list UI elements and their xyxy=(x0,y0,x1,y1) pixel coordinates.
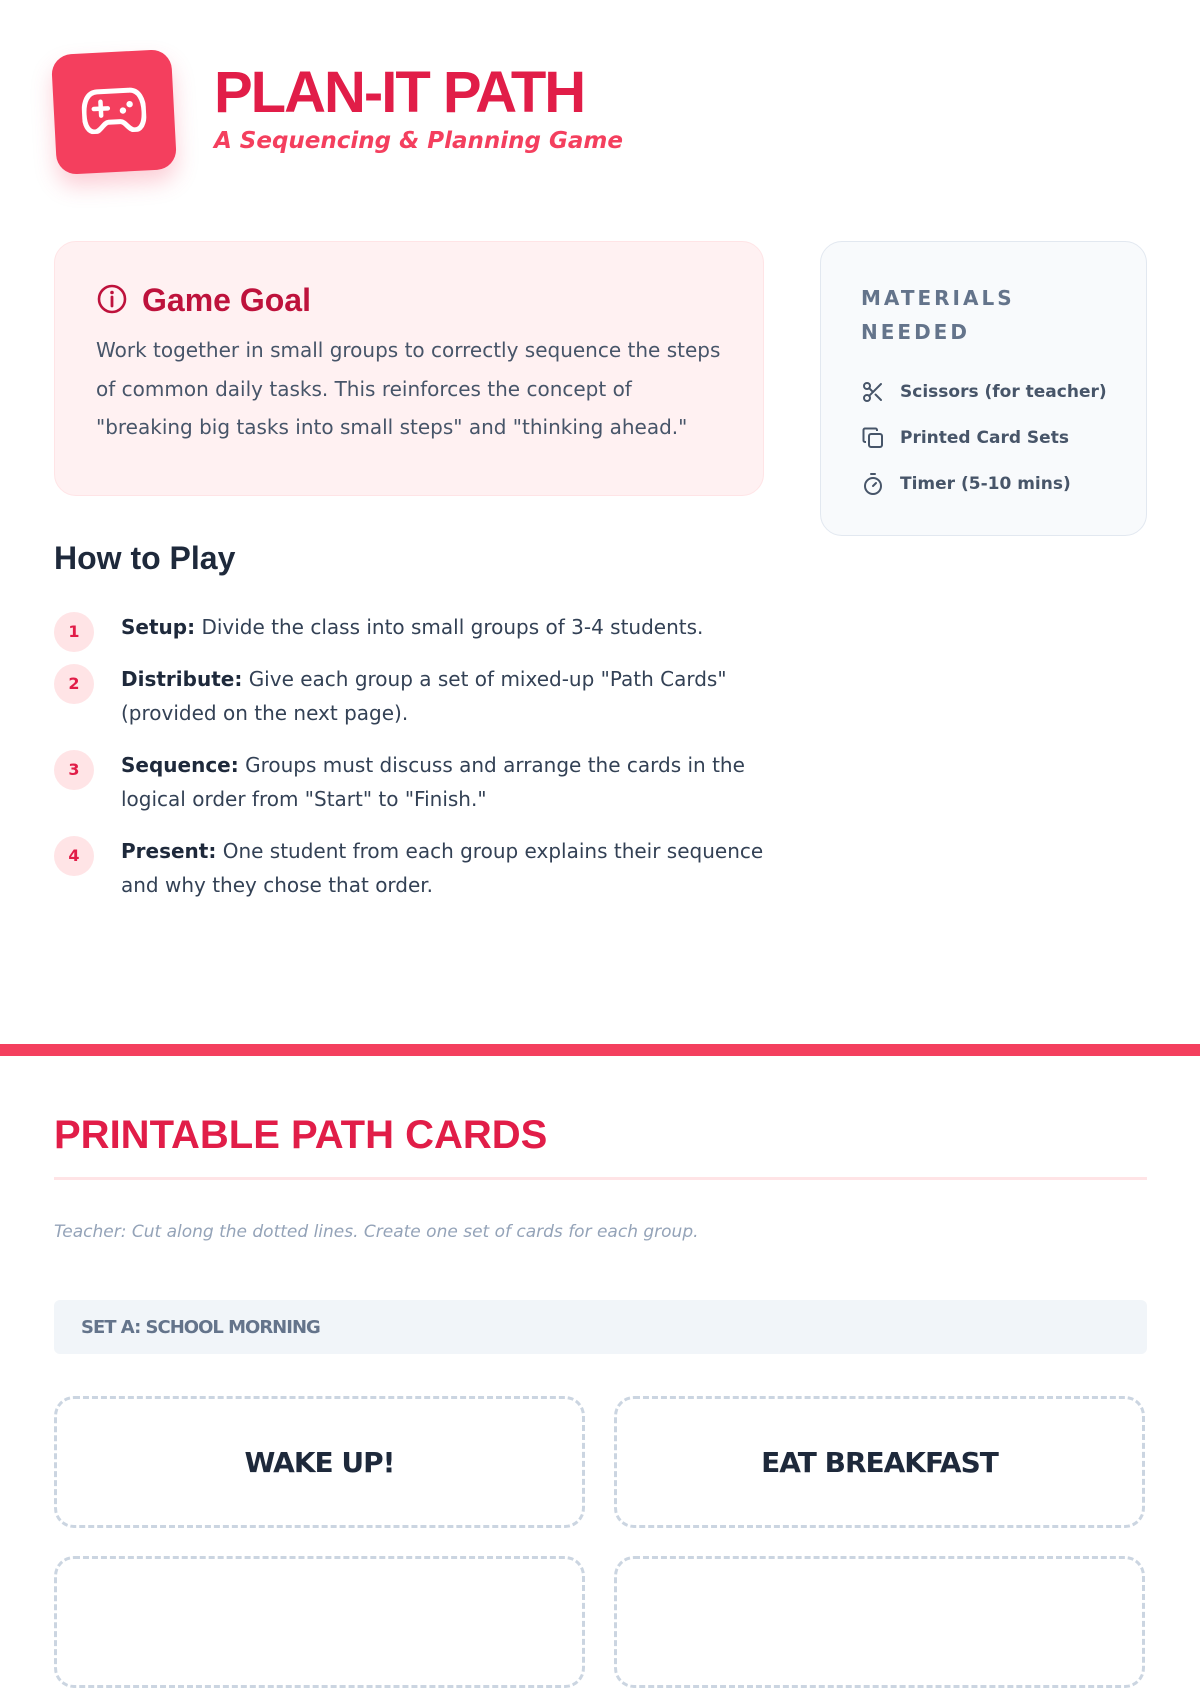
materials-panel xyxy=(820,241,1147,536)
timer-icon xyxy=(861,472,885,496)
teacher-note: Teacher: Cut along the dotted lines. Create one set of cards for each group. xyxy=(54,1222,699,1242)
step-number: 3 xyxy=(54,750,94,790)
materials-title: MATERIALS NEEDED xyxy=(861,286,1015,344)
path-card xyxy=(54,1396,585,1528)
page-title: PLAN-IT PATH xyxy=(214,60,585,125)
step-text: Give each group a set of mixed-up "Path Cards" (provided on the next page). xyxy=(121,667,727,725)
gamepad-icon xyxy=(81,85,148,138)
path-card xyxy=(614,1396,1145,1528)
step-item xyxy=(54,610,774,644)
step-text: One student from each group explains their sequence and why they chose that order. xyxy=(121,839,764,897)
section-divider xyxy=(0,1044,1200,1056)
material-item xyxy=(861,461,1146,507)
copy-icon xyxy=(861,426,885,450)
step-item xyxy=(54,834,774,902)
path-card-label: WAKE UP! xyxy=(244,1445,395,1479)
game-goal-title: Game Goal xyxy=(142,282,311,318)
path-card xyxy=(614,1556,1145,1688)
step-number: 4 xyxy=(54,836,94,876)
path-card-label: EAT BREAKFAST xyxy=(761,1445,998,1479)
step-number: 2 xyxy=(54,664,94,704)
set-label: SET A: SCHOOL MORNING xyxy=(81,1316,320,1338)
path-card xyxy=(54,1556,585,1688)
step-text: Divide the class into small groups of 3-4 students. xyxy=(201,615,704,639)
step-item xyxy=(54,748,774,816)
cards-section-title: PRINTABLE PATH CARDS xyxy=(54,1113,548,1157)
header xyxy=(54,52,623,172)
step-lead: Distribute: xyxy=(121,667,243,691)
cards-title-rule xyxy=(54,1177,1147,1180)
step-lead: Sequence: xyxy=(121,753,239,777)
game-goal-panel xyxy=(54,241,764,496)
step-text: Groups must discuss and arrange the cards in the logical order from "Start" to "Finish." xyxy=(121,753,745,811)
material-item xyxy=(861,415,1146,461)
set-label-bar xyxy=(54,1300,1147,1354)
step-number: 1 xyxy=(54,612,94,652)
steps-list xyxy=(54,610,774,920)
step-lead: Present: xyxy=(121,839,217,863)
logo xyxy=(51,49,177,175)
info-icon xyxy=(96,283,128,319)
material-item xyxy=(861,369,1146,415)
game-goal-text: Work together in small groups to correctly sequence the steps of common daily tasks. This reinforces the concept of "breaking big tasks into small steps" and "thinking ahead." xyxy=(96,338,721,439)
material-label: Printed Card Sets xyxy=(900,428,1069,448)
step-item xyxy=(54,662,774,730)
material-label: Timer (5-10 mins) xyxy=(900,474,1071,494)
material-label: Scissors (for teacher) xyxy=(900,382,1107,402)
scissors-icon xyxy=(861,380,885,404)
step-lead: Setup: xyxy=(121,615,196,639)
page-subtitle: A Sequencing & Planning Game xyxy=(214,128,623,154)
how-to-play-title: How to Play xyxy=(54,540,236,576)
